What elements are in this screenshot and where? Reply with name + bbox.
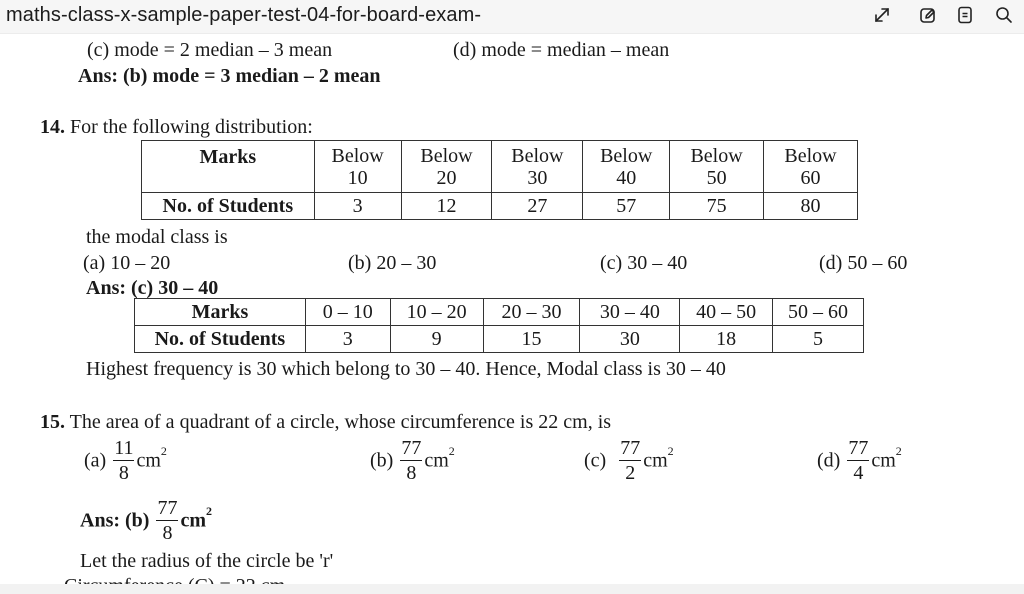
table-cell: 9 [390, 326, 483, 353]
table-cell: Below 10 [314, 141, 401, 193]
q15-number: 15. [40, 411, 65, 433]
q15-option-a: (a) $\frac{11}{8}$ $cm^2$ [84, 437, 167, 484]
table-cell: 0 – 10 [305, 299, 390, 326]
document-title: maths-class-x-sample-paper-test-04-for-board-exam- [6, 4, 482, 26]
table-cell: 40 – 50 [680, 299, 773, 326]
fraction: $\frac{77}{2}$ [620, 437, 641, 484]
table-cell: 3 [305, 326, 390, 353]
table-cell: 27 [492, 193, 583, 220]
table-cell: 30 [580, 326, 680, 353]
table-cell: 15 [483, 326, 580, 353]
fraction: $\frac{11}{8}$ [114, 437, 134, 484]
row-header-students: No. of Students [135, 326, 306, 353]
q15-option-b: (b) $\frac{77}{8}$ $cm^2$ [370, 437, 455, 484]
table-cell: 12 [401, 193, 492, 220]
q14-prompt: the modal class is [86, 226, 228, 248]
edit-button[interactable] [918, 5, 938, 25]
search-icon [995, 6, 1013, 24]
q13-option-d: (d) mode = median – mean [453, 39, 670, 61]
table-cell: 10 – 20 [390, 299, 483, 326]
fraction: $\frac{77}{8}$ [157, 497, 178, 544]
table-cell: Below 20 [401, 141, 492, 193]
q14-option-b: (b) 20 – 30 [348, 252, 437, 274]
table-cell: 5 [773, 326, 864, 353]
q15-option-d: (d) $\frac{77}{4}$ $cm^2$ [817, 437, 902, 484]
table-cell: Below 30 [492, 141, 583, 193]
q15-solution-line1: Let the radius of the circle be 'r' [80, 550, 334, 572]
q15-answer: Ans: (b) $\frac{77}{8}$ $cm^2$ [80, 497, 212, 544]
document-view-button[interactable] [955, 5, 975, 25]
expand-icon [873, 6, 891, 24]
table-row [135, 326, 864, 353]
document-header [0, 0, 1024, 34]
q14-number: 14. [40, 116, 65, 138]
q13-option-c: (c) mode = 2 median – 3 mean [87, 39, 333, 61]
table-cell: Below 60 [764, 141, 858, 193]
cumulative-distribution-table [141, 140, 858, 220]
table-cell: Below 50 [670, 141, 764, 193]
table-row [142, 141, 858, 193]
table-cell: 50 – 60 [773, 299, 864, 326]
table-cell: 20 – 30 [483, 299, 580, 326]
q14-question [40, 117, 313, 137]
search-button[interactable] [994, 5, 1014, 25]
table-cell: Below 40 [583, 141, 670, 193]
table-cell: 30 – 40 [580, 299, 680, 326]
q15-question [40, 412, 611, 432]
table-cell: 57 [583, 193, 670, 220]
fraction: $\frac{77}{8}$ [401, 437, 422, 484]
table-cell: 3 [314, 193, 401, 220]
bottom-bar [0, 584, 1024, 594]
q14-explanation: Highest frequency is 30 which belong to 30 – 40. Hence, Modal class is 30 – 40 [86, 358, 726, 380]
row-header-students: No. of Students [142, 193, 315, 220]
q15-option-c: (c) $\frac{77}{2}$ $cm^2$ [584, 437, 674, 484]
table-row [135, 299, 864, 326]
q15-text: The area of a quadrant of a circle, whose circumference is 22 cm, is [69, 411, 612, 433]
table-cell: 75 [670, 193, 764, 220]
document-icon [957, 6, 973, 24]
edit-icon [919, 6, 937, 24]
row-header-marks: Marks [135, 299, 306, 326]
q14-option-c: (c) 30 – 40 [600, 252, 688, 274]
q13-answer: Ans: (b) mode = 3 median – 2 mean [78, 65, 381, 87]
q14-option-a: (a) 10 – 20 [83, 252, 171, 274]
expand-button[interactable] [872, 5, 892, 25]
fraction: $\frac{77}{4}$ [848, 437, 869, 484]
q14-text: For the following distribution: [70, 116, 313, 138]
table-cell: 80 [764, 193, 858, 220]
row-header-marks: Marks [142, 141, 315, 193]
table-cell: 18 [680, 326, 773, 353]
table-row [142, 193, 858, 220]
q14-option-d: (d) 50 – 60 [819, 252, 908, 274]
frequency-distribution-table [134, 298, 864, 353]
q14-answer: Ans: (c) 30 – 40 [86, 277, 219, 299]
